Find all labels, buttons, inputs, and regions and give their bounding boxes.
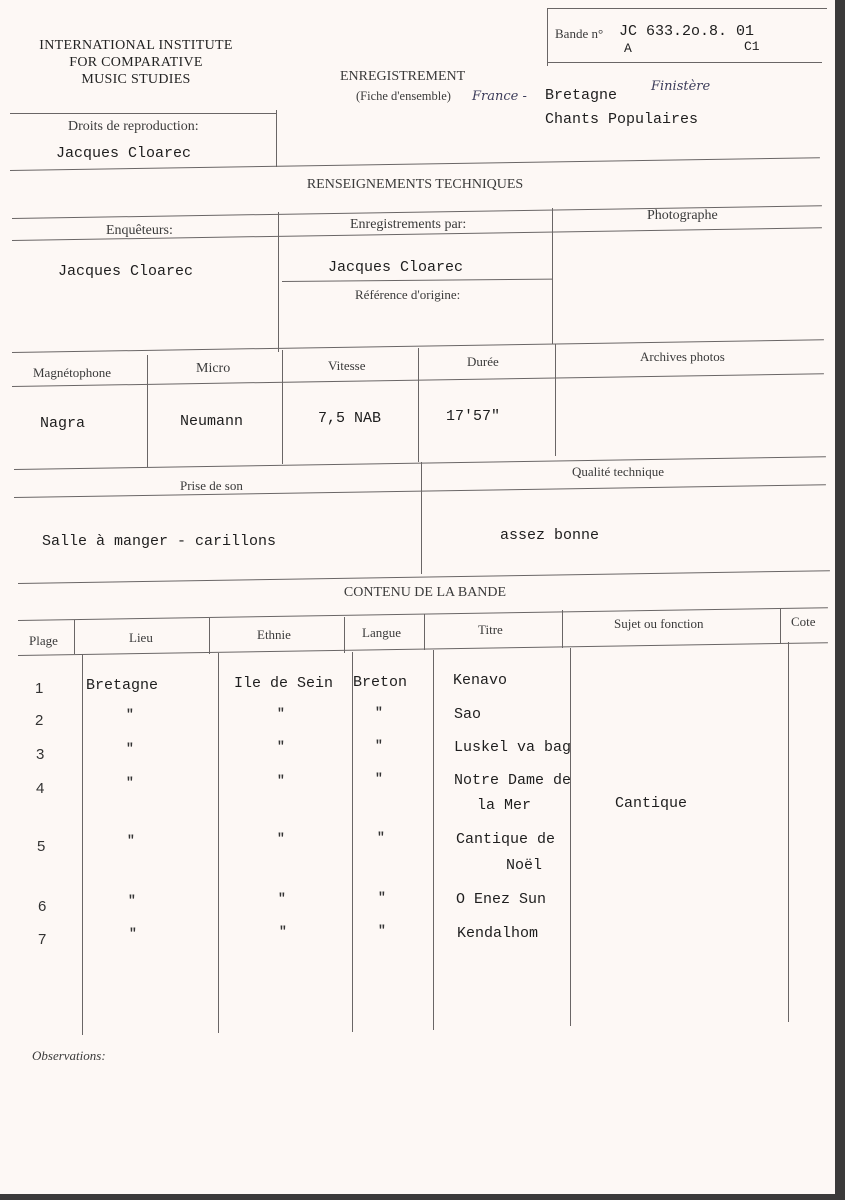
duree-label: Durée bbox=[467, 354, 499, 369]
col-ethnie: Ethnie bbox=[257, 627, 291, 642]
prise-de-son-value: Salle à manger - carillons bbox=[42, 533, 277, 550]
handwritten-region: Finistère bbox=[651, 79, 711, 94]
row-2-plage: 2 bbox=[35, 712, 44, 729]
row-7-lieu: " bbox=[129, 926, 137, 941]
row-3-titre: Luskel va bag bbox=[454, 739, 572, 756]
bande-sub: C1 bbox=[744, 39, 760, 54]
row-6-lieu: " bbox=[128, 893, 136, 908]
row-3-langue: " bbox=[375, 738, 383, 753]
bande-code: JC 633.2o.8. 01 bbox=[619, 23, 755, 40]
row-1-langue: Breton bbox=[353, 674, 408, 691]
handwritten-country: France - bbox=[472, 89, 527, 104]
prise-de-son-label: Prise de son bbox=[180, 478, 243, 493]
row-5-plage: 5 bbox=[37, 838, 46, 855]
row-1-plage: 1 bbox=[35, 680, 44, 697]
col-plage: Plage bbox=[29, 633, 58, 648]
magnetophone-label: Magnétophone bbox=[33, 365, 111, 380]
row-2-titre: Sao bbox=[454, 706, 482, 723]
micro-label: Micro bbox=[196, 361, 231, 376]
row-5-ethnie: " bbox=[277, 831, 285, 846]
row-1-ethnie: Ile de Sein bbox=[234, 675, 334, 692]
row-1-titre: Kenavo bbox=[453, 672, 508, 689]
micro-value: Neumann bbox=[180, 413, 244, 430]
col-titre: Titre bbox=[478, 622, 503, 637]
qualite-label: Qualité technique bbox=[572, 464, 665, 479]
reference-label: Référence d'origine: bbox=[355, 287, 461, 302]
row-7-titre: Kendalhom bbox=[457, 925, 539, 942]
institute-line-3: MUSIC STUDIES bbox=[81, 72, 191, 87]
row-4-ethnie: " bbox=[277, 773, 285, 788]
row-5-langue: " bbox=[377, 830, 385, 845]
region-value: Bretagne bbox=[545, 87, 618, 104]
bande-side: A bbox=[624, 41, 632, 56]
row-5-lieu: " bbox=[127, 833, 135, 848]
row-4-sujet: Cantique bbox=[615, 795, 688, 812]
genre-value: Chants Populaires bbox=[545, 111, 699, 128]
duree-value: 17'57" bbox=[446, 408, 501, 425]
photographe-label: Photographe bbox=[647, 208, 718, 223]
row-6-langue: " bbox=[378, 890, 386, 905]
col-lieu: Lieu bbox=[129, 630, 153, 645]
bande-label: Bande n° bbox=[555, 26, 604, 41]
col-langue: Langue bbox=[362, 625, 401, 640]
row-7-ethnie: " bbox=[279, 924, 287, 939]
row-6-ethnie: " bbox=[278, 891, 286, 906]
row-4-plage: 4 bbox=[36, 780, 45, 797]
vitesse-value: 7,5 NAB bbox=[318, 410, 382, 427]
vitesse-label: Vitesse bbox=[328, 358, 366, 373]
droits-value: Jacques Cloarec bbox=[56, 145, 192, 162]
row-4-lieu: " bbox=[126, 775, 134, 790]
row-3-ethnie: " bbox=[277, 739, 285, 754]
row-1-lieu: Bretagne bbox=[86, 677, 159, 694]
row-2-langue: " bbox=[375, 705, 383, 720]
row-2-ethnie: " bbox=[277, 706, 285, 721]
row-6-titre: O Enez Sun bbox=[456, 891, 547, 908]
col-cote: Cote bbox=[791, 614, 816, 629]
fiche-ensemble-label: (Fiche d'ensemble) bbox=[356, 89, 451, 103]
row-5-titre: Cantique de bbox=[456, 831, 556, 848]
row-7-langue: " bbox=[378, 923, 386, 938]
institute-line-2: FOR COMPARATIVE bbox=[69, 55, 203, 70]
droits-label: Droits de reproduction: bbox=[68, 119, 199, 134]
row-7-plage: 7 bbox=[38, 931, 47, 948]
row-4-langue: " bbox=[375, 771, 383, 786]
col-sujet: Sujet ou fonction bbox=[614, 616, 704, 631]
institute-name bbox=[6, 37, 266, 88]
archives-photos-label: Archives photos bbox=[640, 349, 725, 364]
row-2-lieu: " bbox=[126, 707, 134, 722]
contenu-heading: CONTENU DE LA BANDE bbox=[343, 585, 507, 600]
enqueteurs-label: Enquêteurs: bbox=[106, 223, 173, 238]
renseignements-heading: RENSEIGNEMENTS TECHNIQUES bbox=[306, 177, 524, 192]
row-3-plage: 3 bbox=[36, 746, 45, 763]
row-4-titre: Notre Dame de bbox=[454, 772, 572, 789]
qualite-value: assez bonne bbox=[500, 527, 600, 544]
row-3-lieu: " bbox=[126, 741, 134, 756]
observations-label: Observations: bbox=[32, 1048, 106, 1063]
enregistrements-par-label: Enregistrements par: bbox=[350, 217, 467, 232]
row-5-titre-cont: Noël bbox=[506, 857, 543, 874]
enregistrements-par-value: Jacques Cloarec bbox=[328, 259, 464, 276]
row-4-titre-cont: la Mer bbox=[477, 797, 532, 814]
enqueteurs-value: Jacques Cloarec bbox=[58, 263, 194, 280]
enregistrement-title: ENREGISTREMENT bbox=[340, 69, 466, 84]
row-6-plage: 6 bbox=[38, 898, 47, 915]
institute-line-1: INTERNATIONAL INSTITUTE bbox=[39, 38, 233, 53]
magnetophone-value: Nagra bbox=[40, 415, 86, 432]
